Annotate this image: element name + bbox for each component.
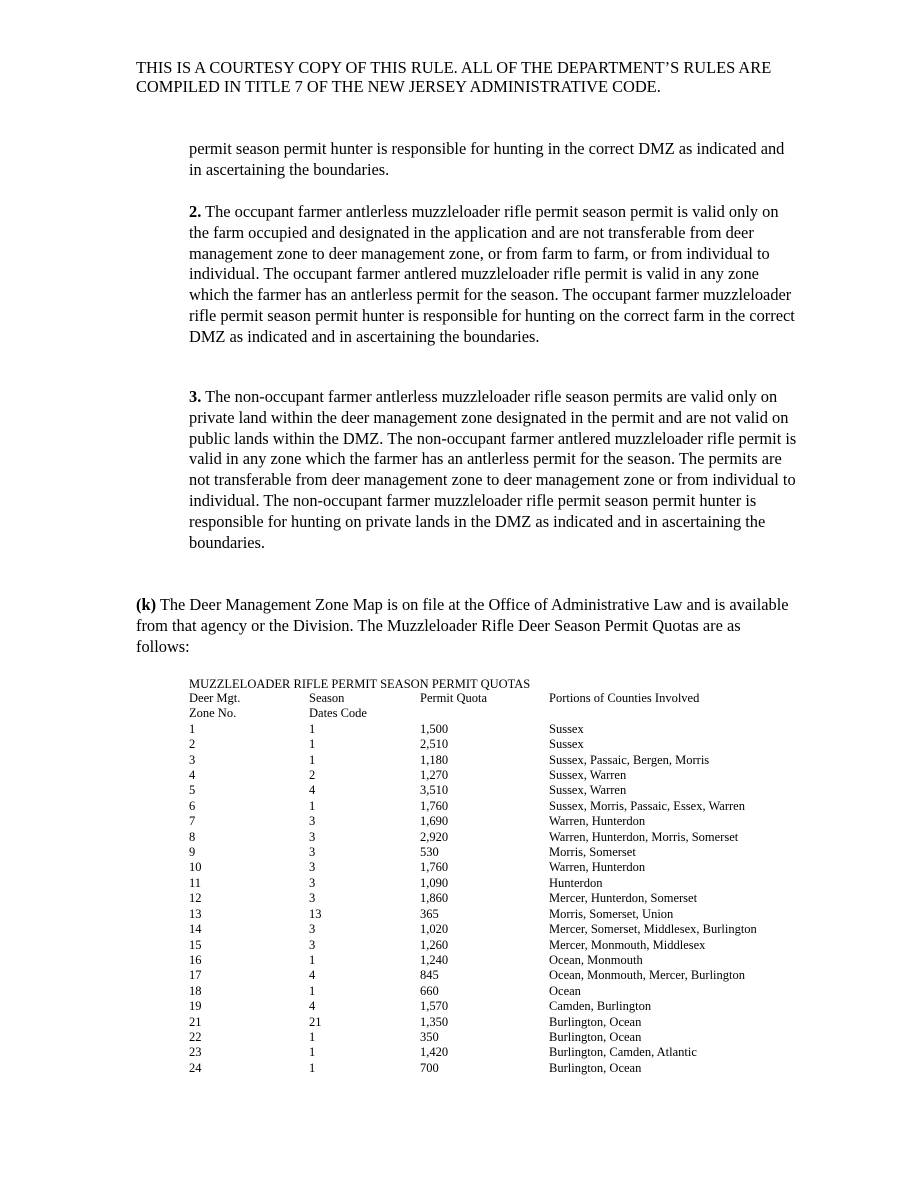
season-code-cell: 1 — [309, 798, 316, 813]
table-row — [189, 737, 789, 752]
zone-cell: 12 — [189, 891, 202, 906]
table-row — [189, 814, 789, 829]
paragraph-2-number: 2. — [189, 202, 202, 221]
counties-cell: Sussex, Morris, Passaic, Essex, Warren — [549, 798, 745, 813]
table-row — [189, 860, 789, 875]
permit-quota-cell: 1,860 — [420, 891, 449, 906]
zone-cell: 17 — [189, 968, 202, 983]
zone-cell: 19 — [189, 999, 202, 1014]
permit-quota-cell: 1,350 — [420, 1014, 449, 1029]
counties-cell: Sussex, Warren — [549, 768, 627, 783]
table-row — [189, 876, 789, 891]
table-row — [189, 830, 789, 845]
season-code-cell: 1 — [309, 1029, 316, 1044]
counties-cell: Burlington, Ocean — [549, 1014, 642, 1029]
header-zone-line1: Deer Mgt. — [189, 691, 241, 705]
permit-quota-cell: 365 — [420, 906, 439, 921]
season-code-cell: 3 — [309, 845, 316, 860]
season-code-cell: 1 — [309, 1045, 316, 1060]
section-k-text: The Deer Management Zone Map is on file at the Office of Administrative Law and is available from that agency or the Division. The Muzzleloader Rifle Deer Season Permit Quotas are as follows: — [136, 595, 789, 656]
season-code-cell: 1 — [309, 721, 316, 736]
counties-cell: Warren, Hunterdon — [549, 860, 646, 875]
counties-cell: Ocean, Monmouth — [549, 952, 643, 967]
season-code-cell: 3 — [309, 860, 316, 875]
season-code-cell: 4 — [309, 999, 316, 1014]
table-row — [189, 753, 789, 768]
season-code-cell: 1 — [309, 737, 316, 752]
quota-table-title: MUZZLELOADER RIFLE PERMIT SEASON PERMIT QUOTAS — [189, 677, 531, 691]
zone-cell: 2 — [189, 737, 196, 752]
zone-cell: 21 — [189, 1014, 202, 1029]
zone-cell: 22 — [189, 1029, 202, 1044]
table-row — [189, 968, 789, 983]
permit-quota-cell: 700 — [420, 1060, 439, 1075]
season-code-cell: 3 — [309, 922, 316, 937]
season-code-cell: 3 — [309, 891, 316, 906]
permit-quota-cell: 1,500 — [420, 721, 449, 736]
permit-quota-cell: 3,510 — [420, 783, 449, 798]
permit-quota-cell: 2,510 — [420, 737, 449, 752]
zone-cell: 3 — [189, 752, 196, 767]
season-code-cell: 4 — [309, 783, 316, 798]
paragraph-3 — [189, 387, 799, 553]
counties-cell: Mercer, Somerset, Middlesex, Burlington — [549, 922, 757, 937]
season-code-cell: 1 — [309, 952, 316, 967]
season-code-cell: 21 — [309, 1014, 322, 1029]
zone-cell: 23 — [189, 1045, 202, 1060]
table-row — [189, 768, 789, 783]
counties-cell: Sussex, Passaic, Bergen, Morris — [549, 752, 710, 767]
permit-quota-cell: 1,570 — [420, 999, 449, 1014]
table-row — [189, 938, 789, 953]
permit-quota-cell: 1,020 — [420, 922, 449, 937]
table-row — [189, 1030, 789, 1045]
continuation-paragraph: permit season permit hunter is responsible for hunting in the correct DMZ as indicated and in ascertaining the boundaries. — [189, 139, 785, 179]
zone-cell: 8 — [189, 829, 196, 844]
zone-cell: 7 — [189, 814, 196, 829]
counties-cell: Morris, Somerset, Union — [549, 906, 674, 921]
counties-cell: Burlington, Ocean — [549, 1029, 642, 1044]
counties-cell: Sussex, Warren — [549, 783, 627, 798]
zone-cell: 1 — [189, 721, 196, 736]
season-code-cell: 3 — [309, 814, 316, 829]
permit-quota-cell: 660 — [420, 983, 439, 998]
table-row — [189, 922, 789, 937]
table-row — [189, 845, 789, 860]
permit-quota-cell: 1,090 — [420, 875, 449, 890]
season-code-cell: 1 — [309, 1060, 316, 1075]
permit-quota-cell: 1,690 — [420, 814, 449, 829]
table-row — [189, 891, 789, 906]
permit-quota-cell: 1,420 — [420, 1045, 449, 1060]
table-row — [189, 1015, 789, 1030]
zone-cell: 14 — [189, 922, 202, 937]
permit-quota-table — [189, 691, 789, 1076]
permit-quota-cell: 1,760 — [420, 860, 449, 875]
counties-cell: Camden, Burlington — [549, 999, 652, 1014]
zone-cell: 16 — [189, 952, 202, 967]
table-row — [189, 1045, 789, 1060]
zone-cell: 5 — [189, 783, 196, 798]
header-season — [309, 691, 420, 722]
counties-cell: Mercer, Monmouth, Middlesex — [549, 937, 706, 952]
table-row — [189, 722, 789, 737]
header-quota: Permit Quota — [420, 691, 488, 705]
counties-cell: Morris, Somerset — [549, 845, 636, 860]
counties-cell: Warren, Hunterdon — [549, 814, 646, 829]
season-code-cell: 1 — [309, 752, 316, 767]
permit-quota-cell: 1,260 — [420, 937, 449, 952]
zone-cell: 24 — [189, 1060, 202, 1075]
counties-cell: Burlington, Ocean — [549, 1060, 642, 1075]
table-row — [189, 783, 789, 798]
header-zone — [189, 691, 309, 722]
section-k-label: (k) — [136, 595, 157, 614]
counties-cell: Sussex — [549, 737, 584, 752]
paragraph-3-text: The non-occupant farmer antlerless muzzleloader rifle season permits are valid only on private land within the deer management zone designated in the permit and are not valid on public lands within the DMZ. The non-occupant farmer antlered muzzleloader rifle permit is valid in any zone which the farmer has an antlerless permit for the season. The permits are not transferable from deer management zone to deer management zone or from individual to individual. The non-occupant farmer muzzleloader rifle permit season permit hunter is responsible for hunting on private lands in the DMZ as indicated and in ascertaining the boundaries. — [189, 387, 797, 552]
table-row — [189, 907, 789, 922]
zone-cell: 13 — [189, 906, 202, 921]
table-row — [189, 984, 789, 999]
table-row — [189, 1061, 789, 1076]
counties-cell: Warren, Hunterdon, Morris, Somerset — [549, 829, 739, 844]
zone-cell: 11 — [189, 875, 202, 890]
table-row — [189, 999, 789, 1014]
counties-cell: Hunterdon — [549, 875, 603, 890]
header-season-line2: Dates Code — [309, 706, 367, 721]
table-row — [189, 799, 789, 814]
section-k-paragraph — [136, 595, 796, 657]
permit-quota-cell: 1,760 — [420, 798, 449, 813]
permit-quota-cell: 1,240 — [420, 952, 449, 967]
zone-cell: 4 — [189, 768, 196, 783]
quota-table-header — [189, 691, 789, 722]
season-code-cell: 3 — [309, 937, 316, 952]
season-code-cell: 4 — [309, 968, 316, 983]
counties-cell: Ocean — [549, 983, 581, 998]
zone-cell: 6 — [189, 798, 196, 813]
counties-cell: Burlington, Camden, Atlantic — [549, 1045, 697, 1060]
counties-cell: Ocean, Monmouth, Mercer, Burlington — [549, 968, 745, 983]
permit-quota-cell: 530 — [420, 845, 439, 860]
quota-table-header-row — [189, 691, 789, 722]
header-zone-line2: Zone No. — [189, 706, 237, 721]
season-code-cell: 2 — [309, 768, 316, 783]
counties-cell: Sussex — [549, 721, 584, 736]
permit-quota-cell: 845 — [420, 968, 439, 983]
quota-table-body — [189, 722, 789, 1076]
counties-cell: Mercer, Hunterdon, Somerset — [549, 891, 698, 906]
season-code-cell: 3 — [309, 875, 316, 890]
permit-quota-cell: 2,920 — [420, 829, 449, 844]
zone-cell: 9 — [189, 845, 196, 860]
paragraph-2-text: The occupant farmer antlerless muzzleloader rifle permit season permit is valid only on the farm occupied and designated in the application and are not transferable from deer management zone to deer management zone, or from farm to farm, or from individual to individual. The occupant farmer antlered muzzleloader rifle permit is valid in any zone which the farmer has an antlerless permit for the season. The occupant farmer muzzleloader rifle permit season permit hunter is responsible for hunting on the correct farm in the correct DMZ as indicated and in ascertaining the boundaries. — [189, 202, 795, 346]
permit-quota-cell: 350 — [420, 1029, 439, 1044]
paragraph-3-number: 3. — [189, 387, 202, 406]
zone-cell: 10 — [189, 860, 202, 875]
paragraph-2 — [189, 202, 799, 348]
courtesy-copy-notice: THIS IS A COURTESY COPY OF THIS RULE. ALL OF THE DEPARTMENT’S RULES ARE COMPILED IN TITLE 7 OF THE NEW JERSEY ADMINISTRATIVE CODE. — [136, 58, 772, 97]
header-counties: Portions of Counties Involved — [549, 691, 700, 705]
permit-quota-cell: 1,180 — [420, 752, 449, 767]
season-code-cell: 3 — [309, 829, 316, 844]
permit-quota-cell: 1,270 — [420, 768, 449, 783]
header-season-line1: Season — [309, 691, 345, 705]
season-code-cell: 1 — [309, 983, 316, 998]
zone-cell: 15 — [189, 937, 202, 952]
zone-cell: 18 — [189, 983, 202, 998]
season-code-cell: 13 — [309, 906, 322, 921]
table-row — [189, 953, 789, 968]
